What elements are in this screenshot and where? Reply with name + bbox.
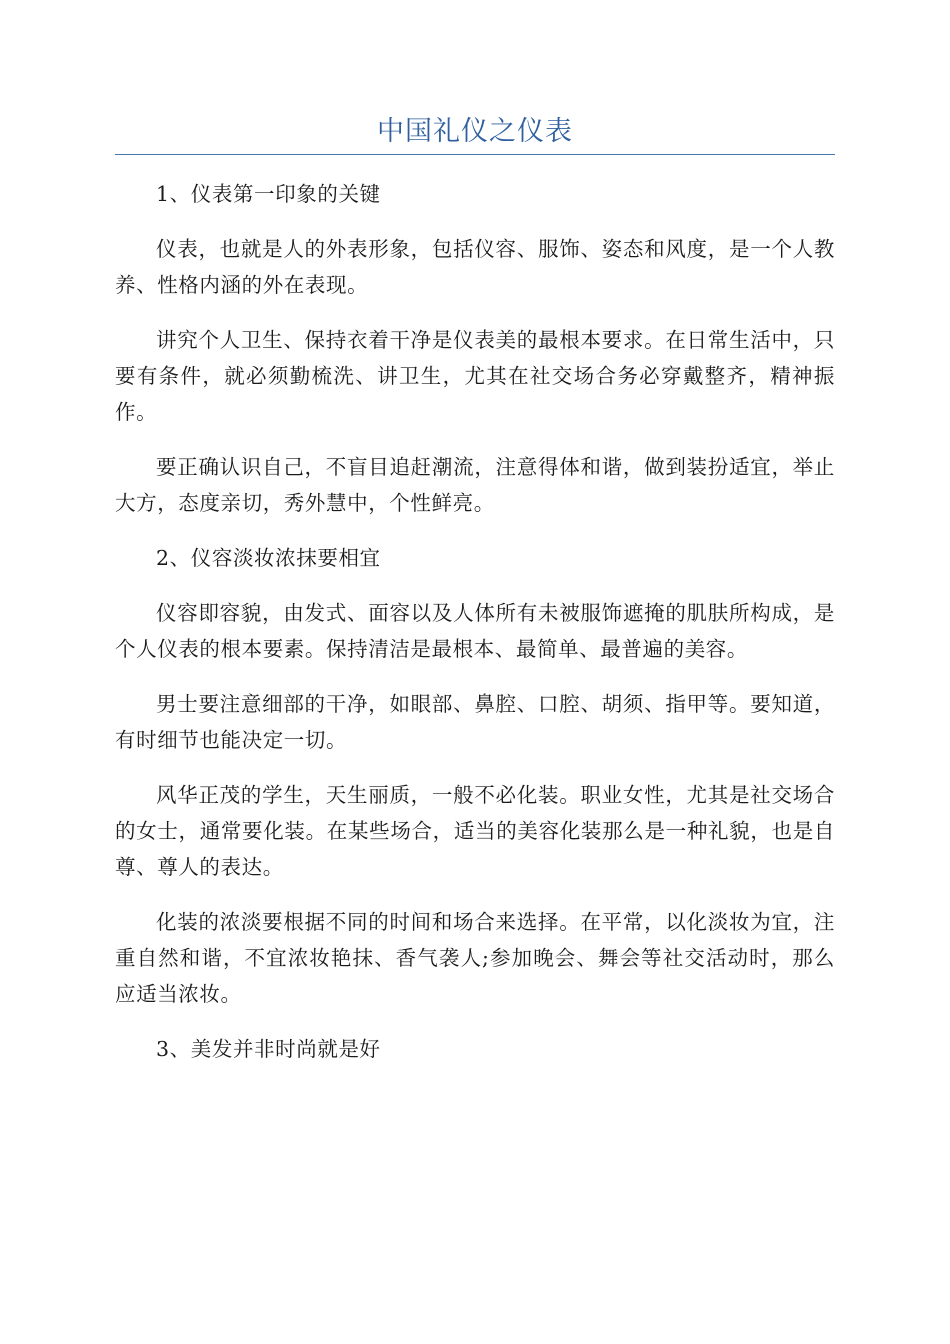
document-body xyxy=(115,176,835,1086)
paragraph: 仪容即容貌，由发式、面容以及人体所有未被服饰遮掩的肌肤所构成，是个人仪表的根本要素。保持清洁是最根本、最简单、最普遍的美容。 xyxy=(115,601,835,661)
title-underline xyxy=(115,154,835,155)
paragraph: 男士要注意细部的干净，如眼部、鼻腔、口腔、胡须、指甲等。要知道，有时细节也能决定一切。 xyxy=(115,692,835,752)
paragraph: 化装的浓淡要根据不同的时间和场合来选择。在平常，以化淡妆为宜，注重自然和谐，不宜浓妆艳抹、香气袭人;参加晚会、舞会等社交活动时，那么应适当浓妆。 xyxy=(115,910,835,1006)
paragraph: 风华正茂的学生，天生丽质，一般不必化装。职业女性，尤其是社交场合的女士，通常要化装。在某些场合，适当的美容化装那么是一种礼貌，也是自尊、尊人的表达。 xyxy=(115,783,835,879)
section-heading-1: 1、仪表第一印象的关键 xyxy=(156,182,381,206)
paragraph: 讲究个人卫生、保持衣着干净是仪表美的最根本要求。在日常生活中，只要有条件，就必须勤梳洗、讲卫生，尤其在社交场合务必穿戴整齐，精神振作。 xyxy=(115,328,835,424)
document-title: 中国礼仪之仪表 xyxy=(377,116,573,147)
paragraph: 要正确认识自己，不盲目追赶潮流，注意得体和谐，做到装扮适宜，举止大方，态度亲切，秀外慧中，个性鲜亮。 xyxy=(115,455,835,515)
section-heading-3: 3、美发并非时尚就是好 xyxy=(156,1037,381,1061)
paragraph: 仪表，也就是人的外表形象，包括仪容、服饰、姿态和风度，是一个人教养、性格内涵的外在表现。 xyxy=(115,237,835,297)
section-heading-2: 2、仪容淡妆浓抹要相宜 xyxy=(156,546,381,570)
